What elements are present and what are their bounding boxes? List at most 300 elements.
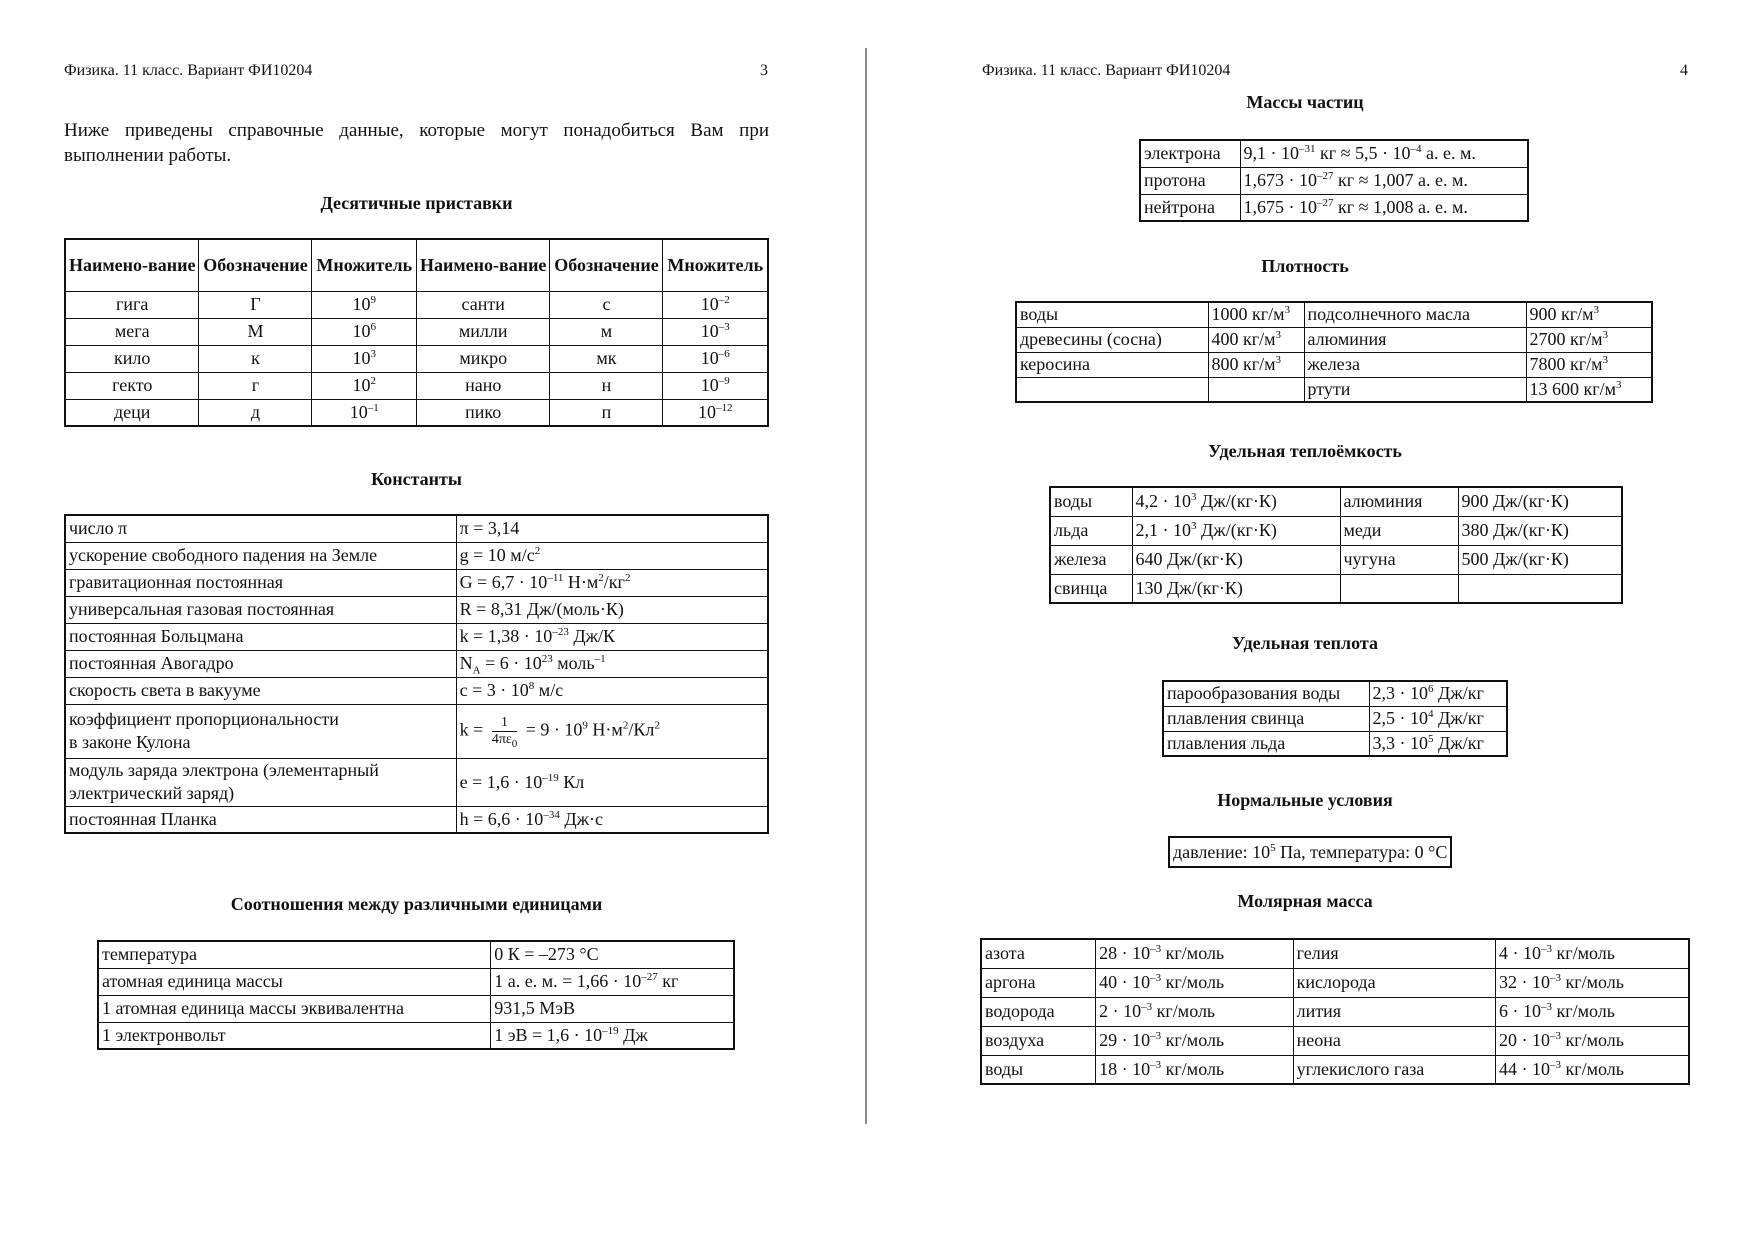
- exponent: 9: [582, 719, 588, 732]
- row-value: [1496, 997, 1690, 1026]
- row-label: железа: [1050, 545, 1132, 574]
- table-row: [98, 941, 734, 968]
- page-divider: [865, 48, 867, 1124]
- row-value: [1132, 487, 1340, 516]
- row-value: [1208, 302, 1304, 327]
- molar-title: Молярная масса: [1237, 891, 1373, 911]
- mult-exponent: 9: [370, 294, 376, 306]
- value-text: h = 6,6 · 10: [459, 808, 544, 829]
- row-value: [1240, 140, 1528, 167]
- exponent: –3: [1150, 972, 1162, 984]
- prefix-name: мега: [65, 318, 199, 345]
- row-value: [1496, 968, 1690, 997]
- value-text: k = 1,38 · 10: [459, 626, 553, 646]
- constant-value: [456, 542, 768, 569]
- heat-capacity-title: Удельная теплоёмкость: [1208, 441, 1402, 461]
- value-text: 130 Дж/(кг·К): [1135, 577, 1243, 598]
- row-label: воздуха: [981, 1026, 1096, 1055]
- table-row: [1016, 377, 1652, 402]
- exponent: 2: [624, 572, 631, 584]
- value-text: кг ≈ 5,5 · 10: [1315, 143, 1411, 164]
- value-text: а. е. м.: [1421, 143, 1476, 164]
- table-row: [65, 318, 768, 345]
- table-row: [1140, 194, 1528, 221]
- row-value: [1369, 681, 1507, 706]
- row-label: азота: [981, 939, 1096, 968]
- mult-base: 10: [700, 294, 719, 314]
- prefix-name: пико: [416, 399, 549, 426]
- col-symbol-2: Обозначение: [550, 239, 663, 291]
- row-value: [1096, 968, 1293, 997]
- exponent: 3: [1275, 354, 1282, 366]
- row-value: [491, 941, 734, 968]
- prefix-symbol: п: [550, 399, 663, 426]
- row-label: протона: [1140, 167, 1240, 194]
- value-text: кг: [657, 971, 679, 991]
- page-number: 3: [760, 62, 768, 79]
- constant-name-line: постоянная Авогадро: [69, 653, 234, 673]
- table-row: [98, 1022, 734, 1049]
- value-text: = 6 · 10: [480, 653, 542, 673]
- row-label: неона: [1293, 1026, 1495, 1055]
- value-text: 6 · 10: [1499, 1001, 1541, 1021]
- prefix-symbol: Г: [199, 291, 312, 318]
- table-row: [1050, 574, 1622, 603]
- value-text: Па, температура: 0 °С: [1275, 841, 1448, 862]
- page-left: [0, 0, 870, 1239]
- prefix-name: деци: [65, 399, 199, 426]
- row-value: [1132, 574, 1340, 603]
- exponent: –3: [1150, 943, 1162, 956]
- table-row: [981, 939, 1689, 968]
- value-text: = 9 · 10: [521, 719, 583, 740]
- exponent: –3: [1141, 1001, 1153, 1013]
- constant-value: [456, 650, 768, 677]
- row-label: гелия: [1293, 939, 1495, 968]
- value-text: k =: [459, 719, 488, 740]
- prefix-multiplier: [663, 318, 768, 345]
- value-text: м/с: [534, 680, 564, 700]
- exponent: –27: [1317, 196, 1334, 209]
- value-text: G = 6,7 · 10: [459, 572, 548, 592]
- exponent: 2: [534, 545, 541, 557]
- row-label: аргона: [981, 968, 1096, 997]
- constant-name-line: в законе Кулона: [69, 732, 191, 752]
- exponent: 2: [654, 719, 660, 732]
- prefix-multiplier: [312, 318, 417, 345]
- table-row: [65, 542, 768, 569]
- table-row: [1050, 516, 1622, 545]
- value-text: Дж/кг: [1433, 708, 1484, 728]
- row-label: парообразования воды: [1163, 681, 1369, 706]
- value-text: 2700 кг/м: [1529, 329, 1603, 349]
- prefix-multiplier: [663, 291, 768, 318]
- row-label: водорода: [981, 997, 1096, 1026]
- exponent: 2: [598, 572, 604, 584]
- table-row: [981, 997, 1689, 1026]
- exponent: –19: [542, 771, 559, 784]
- row-label: керосина: [1016, 352, 1208, 377]
- exponent: 5: [1270, 841, 1276, 854]
- row-value: [1526, 302, 1652, 327]
- exponent: 3: [1275, 329, 1282, 341]
- row-label: меди: [1340, 516, 1458, 545]
- units-table: [97, 940, 735, 1050]
- constant-name: [65, 758, 456, 806]
- density-table: [1015, 301, 1653, 403]
- value-text: 28 · 10: [1099, 943, 1151, 964]
- mult-exponent: 2: [370, 375, 376, 387]
- value-text: с = 3 · 10: [459, 680, 529, 700]
- value-text: Кл: [558, 771, 585, 792]
- value-text: кг/моль: [1552, 943, 1615, 964]
- exponent: 5: [1428, 732, 1434, 745]
- table-row: [65, 758, 768, 806]
- col-symbol-1: Обозначение: [199, 239, 312, 291]
- row-value: [1496, 1055, 1690, 1084]
- mult-exponent: –3: [718, 321, 730, 333]
- value-text: 640 Дж/(кг·К): [1135, 549, 1243, 569]
- value-text: Дж·с: [559, 808, 604, 829]
- fraction-denominator: [492, 732, 517, 748]
- row-label: чугуна: [1340, 545, 1458, 574]
- constant-name-line: модуль заряда электрона (элементарный: [69, 760, 379, 780]
- table-row: [65, 704, 768, 758]
- row-value: [491, 1022, 734, 1049]
- row-label: подсолнечного масла: [1304, 302, 1526, 327]
- mult-base: 10: [352, 321, 371, 341]
- mult-base: 10: [700, 321, 719, 341]
- constant-name-line: постоянная Планка: [69, 808, 217, 829]
- row-label: [1340, 574, 1458, 603]
- value-text: Дж/кг: [1433, 683, 1484, 704]
- row-value: [1096, 1055, 1293, 1084]
- row-label: железа: [1304, 352, 1526, 377]
- constant-value: [456, 806, 768, 833]
- mult-exponent: –12: [715, 401, 733, 414]
- value-text: /кг: [603, 572, 625, 592]
- row-value: [1132, 516, 1340, 545]
- page-right: [870, 0, 1754, 1239]
- row-value: [1208, 352, 1304, 377]
- mult-exponent: –1: [367, 401, 379, 414]
- fraction-numerator: 1: [492, 715, 517, 732]
- mult-base: 10: [349, 401, 368, 422]
- prefix-symbol: к: [199, 345, 312, 372]
- constant-value: [456, 758, 768, 806]
- col-mult-1: Множитель: [312, 239, 417, 291]
- mult-base: 10: [700, 348, 719, 368]
- table-row: [65, 650, 768, 677]
- row-value: [1369, 731, 1507, 756]
- value-text: кг/моль: [1161, 1030, 1225, 1050]
- table-row: [98, 968, 734, 995]
- constant-name: [65, 515, 456, 542]
- intro-text: Ниже приведены справочные данные, которые могут понадобиться Вам при выполнении работы.: [64, 120, 769, 166]
- subscript: 0: [511, 737, 518, 750]
- row-value: [491, 995, 734, 1022]
- value-text: 4 · 10: [1499, 943, 1541, 964]
- exponent: –3: [1150, 1030, 1162, 1042]
- exponent: –27: [1317, 170, 1334, 182]
- prefix-multiplier: [312, 372, 417, 399]
- value-text: 4,2 · 10: [1135, 491, 1191, 512]
- mult-exponent: 3: [370, 348, 376, 360]
- value-text: Дж/К: [568, 626, 616, 646]
- constant-name: [65, 542, 456, 569]
- mult-exponent: –2: [718, 294, 730, 306]
- prefix-symbol: м: [550, 318, 663, 345]
- constant-value: [456, 677, 768, 704]
- table-row: [1163, 706, 1507, 731]
- value-text: кг ≈ 1,007 а. е. м.: [1333, 170, 1468, 190]
- row-label: [1016, 377, 1208, 402]
- prefix-name: гекто: [65, 372, 199, 399]
- value-text: 900 кг/м: [1529, 304, 1594, 325]
- exponent: –23: [552, 626, 569, 638]
- value-text: кг/моль: [1161, 1058, 1225, 1079]
- prefix-name: кило: [65, 345, 199, 372]
- value-text: 0 К = –273 °С: [494, 944, 599, 965]
- constant-name: [65, 704, 456, 758]
- row-label: кислорода: [1293, 968, 1495, 997]
- row-label: электрона: [1140, 140, 1240, 167]
- row-value: [1458, 487, 1622, 516]
- value-text: 3,3 · 10: [1372, 732, 1428, 753]
- col-name-2: Наимено-вание: [416, 239, 549, 291]
- value-text: 800 кг/м: [1211, 354, 1276, 374]
- value-text: 1,675 · 10: [1243, 196, 1317, 217]
- row-label: нейтрона: [1140, 194, 1240, 221]
- mult-exponent: –6: [718, 348, 730, 360]
- row-label: температура: [98, 941, 491, 968]
- prefix-symbol: с: [550, 291, 663, 318]
- row-value: [1096, 939, 1293, 968]
- row-value: [1526, 377, 1652, 402]
- col-name-1: Наимено-вание: [65, 239, 199, 291]
- value-text: 4πε: [491, 731, 512, 747]
- value-text: 900 Дж/(кг·К): [1461, 491, 1569, 512]
- value-text: кг ≈ 1,008 а. е. м.: [1333, 196, 1468, 217]
- fraction: [492, 715, 517, 748]
- value-text: Дж/(кг·К): [1196, 520, 1277, 540]
- value-text: 7800 кг/м: [1529, 354, 1603, 374]
- masses-title: Массы частиц: [1246, 92, 1364, 112]
- exponent: 3: [1602, 329, 1609, 341]
- exponent: 23: [541, 653, 553, 665]
- col-mult-2: Множитель: [663, 239, 768, 291]
- value-text: 20 · 10: [1499, 1030, 1550, 1050]
- row-value: [1458, 545, 1622, 574]
- table-row: [1016, 327, 1652, 352]
- value-text: Н·м: [587, 719, 623, 740]
- exponent: –31: [1299, 143, 1316, 156]
- row-value: [1208, 327, 1304, 352]
- exponent: –11: [547, 572, 564, 584]
- constant-value: [456, 704, 768, 758]
- prefix-symbol: д: [199, 399, 312, 426]
- value-text: Н·м: [563, 572, 599, 592]
- table-row: [65, 345, 768, 372]
- exponent: 3: [1616, 378, 1622, 391]
- table-row: [98, 995, 734, 1022]
- subscript: A: [472, 664, 481, 677]
- row-label: ртути: [1304, 377, 1526, 402]
- heat-capacity-table: [1049, 486, 1623, 604]
- normal-title: Нормальные условия: [1217, 790, 1393, 810]
- exponent: 3: [1191, 520, 1197, 532]
- value-text: 400 кг/м: [1211, 329, 1276, 349]
- value-text: 2,5 · 10: [1372, 708, 1428, 728]
- prefix-name: нано: [416, 372, 549, 399]
- constant-name-line: постоянная Больцмана: [69, 626, 244, 646]
- exponent: 4: [1428, 708, 1434, 720]
- exponent: –34: [543, 808, 560, 821]
- row-value: [1369, 706, 1507, 731]
- table-row: [65, 806, 768, 833]
- row-value: [1208, 377, 1304, 402]
- table-row: [65, 399, 768, 426]
- table-row: [1163, 731, 1507, 756]
- value-text: Дж/кг: [1433, 732, 1484, 753]
- value-text: 44 · 10: [1499, 1058, 1550, 1079]
- row-value: [1096, 997, 1293, 1026]
- exponent: 3: [1593, 304, 1600, 317]
- constant-name: [65, 623, 456, 650]
- prefix-multiplier: [312, 399, 417, 426]
- constant-value: [456, 515, 768, 542]
- table-row: [1140, 140, 1528, 167]
- row-value: [1096, 1026, 1293, 1055]
- value-text: 18 · 10: [1099, 1058, 1151, 1079]
- constants-table: [64, 514, 769, 834]
- constant-name-line: коэффициент пропорциональности: [69, 709, 339, 729]
- table-row: [981, 1055, 1689, 1084]
- exponent: –3: [1150, 1058, 1162, 1071]
- prefix-name: санти: [416, 291, 549, 318]
- row-label: углекислого газа: [1293, 1055, 1495, 1084]
- exponent: –3: [1550, 1058, 1561, 1071]
- table-row: [1140, 167, 1528, 194]
- specific-heat-table: [1162, 680, 1508, 757]
- exponent: –27: [641, 971, 658, 983]
- exponent: 3: [1284, 304, 1291, 317]
- value-text: кг/моль: [1161, 943, 1225, 964]
- units-title: Соотношения между различными единицами: [230, 894, 603, 914]
- prefix-multiplier: [312, 345, 417, 372]
- value-text: g = 10 м/с: [459, 545, 535, 565]
- table-row: [1016, 352, 1652, 377]
- table-row: [981, 1026, 1689, 1055]
- prefixes-title: Десятичные приставки: [320, 193, 513, 213]
- constant-name: [65, 596, 456, 623]
- value-text: кг/моль: [1152, 1001, 1216, 1021]
- mult-base: 10: [700, 375, 719, 395]
- value-text: кг/моль: [1161, 972, 1225, 992]
- constant-name-line: число π: [69, 518, 128, 539]
- mult-exponent: –9: [718, 375, 730, 387]
- prefix-symbol: М: [199, 318, 312, 345]
- row-label: атомная единица массы: [98, 968, 491, 995]
- specific-heat-title: Удельная теплота: [1232, 633, 1378, 653]
- constant-name: [65, 569, 456, 596]
- value-text: моль: [552, 653, 595, 673]
- row-label: алюминия: [1340, 487, 1458, 516]
- prefix-multiplier: [312, 291, 417, 318]
- value-text: кг/моль: [1561, 1030, 1624, 1050]
- value-text: 29 · 10: [1099, 1030, 1151, 1050]
- table-row: [1016, 302, 1652, 327]
- row-label: воды: [1050, 487, 1132, 516]
- constant-name-line: скорость света в вакууме: [69, 680, 261, 700]
- page-header: Физика. 11 класс. Вариант ФИ10204: [982, 62, 1231, 79]
- exponent: –19: [602, 1024, 619, 1037]
- row-value: [1458, 574, 1622, 603]
- row-label: воды: [981, 1055, 1096, 1084]
- row-value: [1458, 516, 1622, 545]
- table-row: [65, 372, 768, 399]
- value-text: /Кл: [628, 719, 655, 740]
- density-title: Плотность: [1261, 256, 1349, 276]
- prefixes-table: [64, 238, 769, 427]
- row-label: лития: [1293, 997, 1495, 1026]
- table-row: [1163, 681, 1507, 706]
- exponent: 8: [528, 680, 535, 692]
- prefix-symbol: н: [550, 372, 663, 399]
- exponent: 6: [1428, 683, 1434, 696]
- mult-base: 10: [352, 375, 371, 395]
- masses-table: [1139, 139, 1529, 222]
- value-text: 1000 кг/м: [1211, 304, 1285, 325]
- mult-base: 10: [352, 348, 371, 368]
- constant-name-line: универсальная газовая постоянная: [69, 599, 335, 619]
- table-row: [65, 596, 768, 623]
- exponent: –3: [1541, 943, 1552, 956]
- prefix-name: милли: [416, 318, 549, 345]
- exponent: 3: [1602, 354, 1609, 366]
- value-text: 2,3 · 10: [1372, 683, 1428, 704]
- table-row: [65, 677, 768, 704]
- prefix-multiplier: [663, 399, 768, 426]
- table-row: [1050, 487, 1622, 516]
- row-value: [1496, 939, 1690, 968]
- prefix-multiplier: [663, 345, 768, 372]
- constant-name: [65, 806, 456, 833]
- prefix-name: гига: [65, 291, 199, 318]
- row-value: [1240, 167, 1528, 194]
- table-row: [65, 515, 768, 542]
- table-row: [65, 569, 768, 596]
- value-text: R = 8,31 Дж/(моль·К): [459, 599, 624, 619]
- value-text: 1,673 · 10: [1243, 170, 1317, 190]
- mult-base: 10: [352, 294, 371, 314]
- row-label: льда: [1050, 516, 1132, 545]
- value-text: 32 · 10: [1499, 972, 1550, 992]
- row-value: [1496, 1026, 1690, 1055]
- constants-title: Константы: [371, 469, 462, 489]
- value-text: 13 600 кг/м: [1529, 378, 1617, 399]
- value-text: 1 а. е. м. = 1,66 · 10: [494, 971, 642, 991]
- exponent: 2: [622, 719, 629, 732]
- table-row: [1050, 545, 1622, 574]
- prefix-name: микро: [416, 345, 549, 372]
- row-label: свинца: [1050, 574, 1132, 603]
- value-text: 380 Дж/(кг·К): [1461, 520, 1569, 540]
- value-text: N: [459, 653, 473, 673]
- table-row: [65, 291, 768, 318]
- constant-name-line: электрический заряд): [69, 783, 235, 803]
- constant-value: [456, 569, 768, 596]
